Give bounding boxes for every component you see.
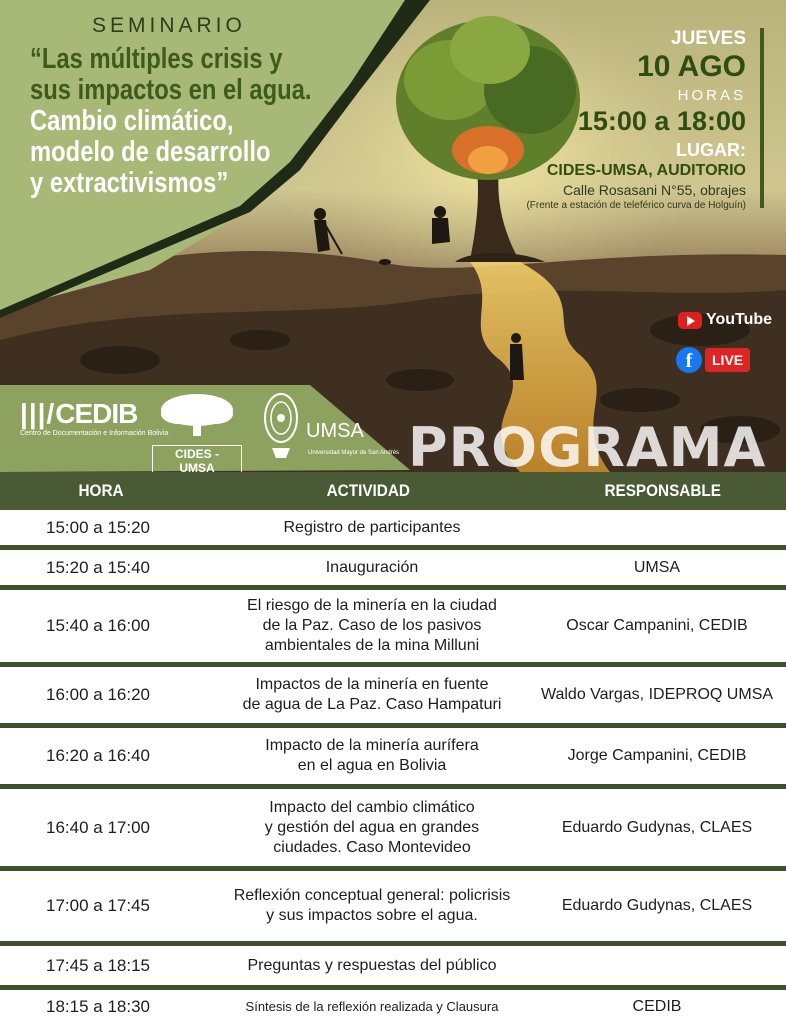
tree-icon xyxy=(155,392,239,438)
title-line-4: modelo de desarrollo xyxy=(30,136,271,168)
row-hora: 15:00 a 15:20 xyxy=(46,517,150,537)
cedib-mark: |||/CEDIB xyxy=(20,398,138,429)
cedib-logo xyxy=(20,398,168,437)
header-actividad: ACTIVIDAD xyxy=(326,481,410,500)
title-line-2: sus impactos en el agua. xyxy=(30,74,312,106)
place-label: LUGAR: xyxy=(676,140,746,160)
row-actividad: Impacto de la minería aurífera en el agua en Bolivia xyxy=(265,737,479,774)
table-row xyxy=(0,590,786,667)
event-venue: CIDES-UMSA, AUDITORIO xyxy=(546,162,746,179)
header-responsable: RESPONSABLE xyxy=(604,481,721,500)
row-actividad: Impactos de la minería en fuente de agua de La Paz. Caso Hampaturi xyxy=(242,676,502,713)
row-hora: 16:40 a 17:00 xyxy=(46,817,150,837)
program-title: PROGRAMA xyxy=(408,416,767,472)
facebook-live-link[interactable] xyxy=(676,347,750,373)
table-row xyxy=(0,728,786,789)
info-accent-bar xyxy=(760,28,764,208)
live-badge: LIVE xyxy=(705,348,750,372)
youtube-icon xyxy=(678,312,702,329)
row-actividad: Registro de participantes xyxy=(283,518,461,536)
hours-label: HORAS xyxy=(677,87,746,104)
row-responsable: CEDIB xyxy=(632,998,682,1015)
table-row xyxy=(0,789,786,871)
row-hora: 15:40 a 16:00 xyxy=(46,616,150,635)
table-row xyxy=(0,510,786,550)
title-line-1: “Las múltiples crisis y xyxy=(30,43,283,75)
facebook-icon: f xyxy=(676,347,702,373)
event-time: 15:00 a 18:00 xyxy=(577,106,746,136)
row-actividad: Impacto del cambio climático y gestión del agua en grandes ciudades. Caso Montevideo xyxy=(264,798,480,856)
row-responsable: Jorge Campanini, CEDIB xyxy=(567,747,747,764)
event-info xyxy=(526,28,746,213)
title-line-5: y extractivismos” xyxy=(30,167,229,199)
row-actividad: Reflexión conceptual general: policrisis y sus impactos sobre el agua. xyxy=(233,887,511,924)
event-date: 10 AGO xyxy=(637,50,746,83)
row-hora: 17:00 a 17:45 xyxy=(46,896,150,915)
cides-logo xyxy=(152,392,242,472)
program-table xyxy=(0,510,786,1024)
table-row xyxy=(0,871,786,946)
event-day: JUEVES xyxy=(671,28,746,49)
table-row xyxy=(0,946,786,990)
row-hora: 15:20 a 15:40 xyxy=(46,557,150,577)
row-responsable: Waldo Vargas, IDEPROQ UMSA xyxy=(540,686,774,703)
umsa-seal-icon xyxy=(262,390,300,460)
row-responsable: Oscar Campanini, CEDIB xyxy=(566,617,748,634)
hero-banner xyxy=(0,0,786,472)
table-row xyxy=(0,990,786,1024)
title-line-3: Cambio climático, xyxy=(30,105,234,137)
youtube-label: YouTube xyxy=(706,311,773,328)
event-reference: (Frente a estación de teleférico curva de Holguín) xyxy=(526,200,746,211)
row-responsable: Eduardo Gudynas, CLAES xyxy=(561,818,753,836)
header-hora: HORA xyxy=(78,481,124,500)
umsa-name: UMSA xyxy=(306,420,364,442)
table-header xyxy=(0,472,786,510)
table-row xyxy=(0,667,786,728)
cedib-bars-icon: |||/ xyxy=(20,398,56,429)
row-responsable: UMSA xyxy=(633,558,681,576)
umsa-subtitle: Universidad Mayor de San Andrés xyxy=(308,450,400,456)
row-hora: 16:00 a 16:20 xyxy=(46,685,150,704)
youtube-link[interactable] xyxy=(678,311,772,329)
cides-label: CIDES - UMSA xyxy=(152,445,242,472)
cedib-subtitle: Centro de Documentación e Información Bolivia xyxy=(20,430,169,437)
row-actividad: El riesgo de la minería en la ciudad de la Paz. Caso de los pasivos ambientales de la mina Milluni xyxy=(247,597,497,654)
umsa-logo xyxy=(262,390,400,460)
row-hora: 16:20 a 16:40 xyxy=(46,746,150,765)
event-address: Calle Rosasani N°55, obrajes xyxy=(562,182,746,198)
row-actividad: Síntesis de la reflexión realizada y Clausura xyxy=(245,999,499,1014)
row-actividad: Inauguración xyxy=(325,558,419,576)
row-responsable: Eduardo Gudynas, CLAES xyxy=(561,897,753,914)
row-hora: 18:15 a 18:30 xyxy=(46,997,150,1016)
row-actividad: Preguntas y respuestas del público xyxy=(247,956,497,974)
seminar-title xyxy=(30,44,325,199)
seminar-label: SEMINARIO xyxy=(92,14,246,37)
table-row xyxy=(0,550,786,590)
row-hora: 17:45 a 18:15 xyxy=(46,955,150,975)
